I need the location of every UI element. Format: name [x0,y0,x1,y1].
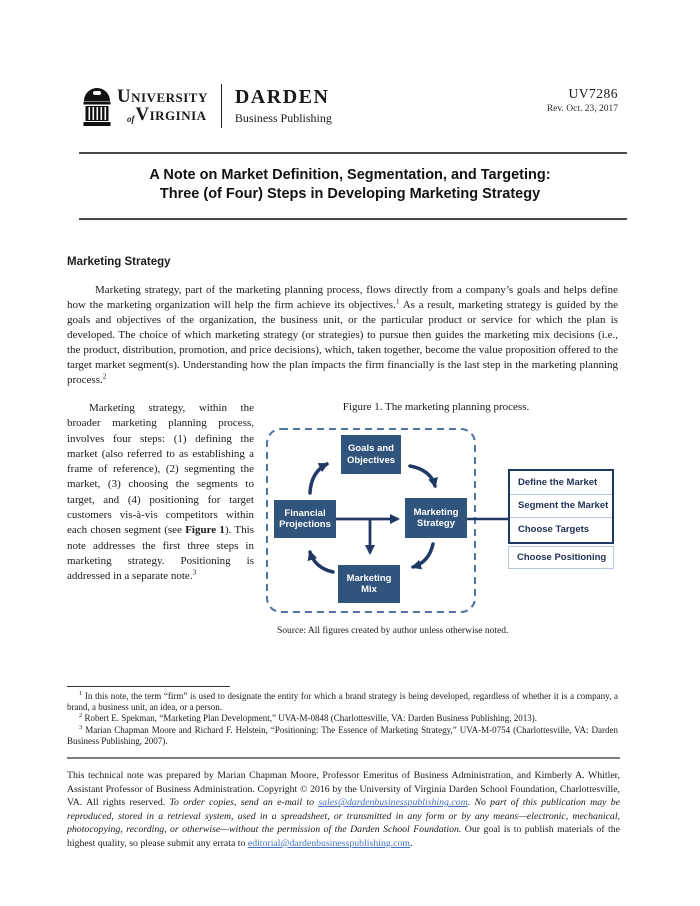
uva-university-text: UNIVERSITY [117,85,208,107]
footnote-ref-2: 2 [102,371,107,381]
darden-wordmark [235,87,332,126]
diagram-box-marketing-mix [338,565,400,603]
uva-of-text: of [127,113,135,124]
page-title [70,166,630,204]
paragraph-1-text: Marketing strategy, part of the marketing planning process, flows directly from a company’s goals and helps define how the marketing organization will help the firm achieve its objectives. [67,284,618,311]
step-choose-targets: Choose Targets [510,518,612,542]
arrow-goals-to-strategy [410,466,435,486]
title-line-1: A Note on Market Definition, Segmentation, and Targeting: [149,167,551,183]
goals-line-1: Goals and [348,443,394,454]
no-reproduction-text: . No part of this publication may be reproduced, stored in a retrieval system, used in a spreadsheet, or transmitted in any form or by any means—electronic, mechanical, photocopying, recording, or otherwise—without the permission of the Darden School Foundation. [67,797,620,836]
footnote-1-marker: 1 [79,690,83,697]
step-define-market: Define the Market [510,471,612,495]
errata-text: Our goal is to publish materials of the highest quality, so please submit any errata to [67,824,620,849]
editorial-email-link[interactable]: editorial@dardenbusinesspublishing.com [247,837,411,849]
uva-virginia-text: VIRGINIA [135,103,207,125]
financial-line-2: Projections [279,519,331,530]
paragraph-1 [67,283,618,388]
footnote-3 [67,725,618,747]
arrow-mix-to-financial [310,552,333,572]
closing-period: . [410,837,413,849]
footer-rule [67,757,620,759]
figure-caption: Figure 1. The marketing planning process. [342,401,530,413]
figure-1-reference: Figure 1 [185,524,225,537]
uva-wordmark [117,85,208,125]
step-choose-positioning: Choose Positioning [508,546,614,569]
step-segment-market: Segment the Market [510,495,612,519]
copyright-text: This technical note was prepared by Marian Chapman Moore, Professor Emeritus of Business Administration, and Kimberly A. Whitler, Assistant Professor of Business Administration. Copyright © 2016 by the University of Virginia Darden School Foundation, Charlottesville, VA. All rights reserved. [67,770,620,809]
diagram-box-marketing-strategy [405,498,467,538]
document-revision-date: Rev. Oct. 23, 2017 [546,104,618,114]
financial-line-1: Financial [284,507,326,519]
publisher-logo [83,84,332,128]
footnote-ref-3: 3 [192,567,197,577]
footnote-1 [67,691,618,713]
arrow-financial-to-goals [310,464,327,493]
mix-line-2: Mix [361,584,377,595]
document-number: UV7286 [568,86,618,101]
section-heading: Marketing Strategy [67,256,171,268]
copyright-block [67,769,620,851]
darden-name: DARDEN [234,85,330,108]
footnote-3-text: Marian Chapman Moore and Richard F. Helstein, “Positioning: The Essence of Marketing Strategy,” UVA-M-0754 (Charlottesville, VA: Darden Business Publishing, 2007). [67,724,618,746]
mix-line-1: Marketing [346,572,392,584]
sales-email-link[interactable]: sales@dardenbusinesspublishing.com [318,797,468,809]
diagram-box-financial-projections [274,500,336,538]
footnote-separator [67,686,230,687]
figure-source-note: Source: All figures created by author unless otherwise noted. [277,626,509,636]
strategy-line-2: Strategy [416,518,455,529]
footnote-3-marker: 3 [79,723,83,731]
strategy-line-1: Marketing [413,506,459,518]
title-line-2: Three (of Four) Steps in Developing Marketing Strategy [159,186,541,202]
footnote-2 [67,713,618,724]
paragraph-2 [67,401,254,585]
strategy-steps-list [508,469,614,544]
darden-subtitle: Business Publishing [234,110,332,125]
footnote-1-text: In this note, the term “firm” is used to designate the entity for which a brand strategy is being developed, regardless of whether it is a company, a brand, a business unit, an idea, or a person. [67,691,618,713]
footnote-2-marker: 2 [79,712,83,720]
logo-divider [221,84,222,128]
arrow-strategy-to-mix [413,544,433,567]
uva-rotunda-icon [83,85,111,127]
goals-line-2: Objectives [346,454,396,466]
footnote-2-text: Robert E. Spekman, “Marketing Plan Development,” UVA-M-0848 (Charlottesville, VA: Darden Business Publishing, 2013). [82,713,537,724]
title-rule-bottom [79,218,627,220]
footnotes-block [67,691,618,747]
document-id-block [547,86,618,114]
diagram-box-goals-objectives [341,435,401,474]
paragraph-1-text-cont: As a result, marketing strategy is guided by the goals and objectives of the organization, the business unit, or the particular product or service for which the plan is developed. The choice of which marketing strategy (or strategies) to pursue then guides the marketing mix decisions (i.e., the product, distribution, promotion, and price decisions), which, taken together, become the value proposition offered to the target market segment(s). Understanding how the plan impacts the firm financially is the last step in the marketing planning process. [67,299,619,386]
paragraph-2-text-cont: ). This note addresses the first three steps in marketing strategy. Positioning is addressed in a separate note. [67,524,254,583]
paragraph-2-text: Marketing strategy, within the broader marketing planning process, involves four steps: (1) defining the market (also referred to as establishing a frame of reference), (2) segmenting the market, (3) choosing the segments to target, and (4) positioning for target customers vis-à-vis competitors within each chosen segment (see [67,402,254,537]
order-copies-text: To order copies, send an e-mail to [169,797,319,809]
footnote-ref-1: 1 [395,296,400,306]
title-rule-top [79,152,627,154]
